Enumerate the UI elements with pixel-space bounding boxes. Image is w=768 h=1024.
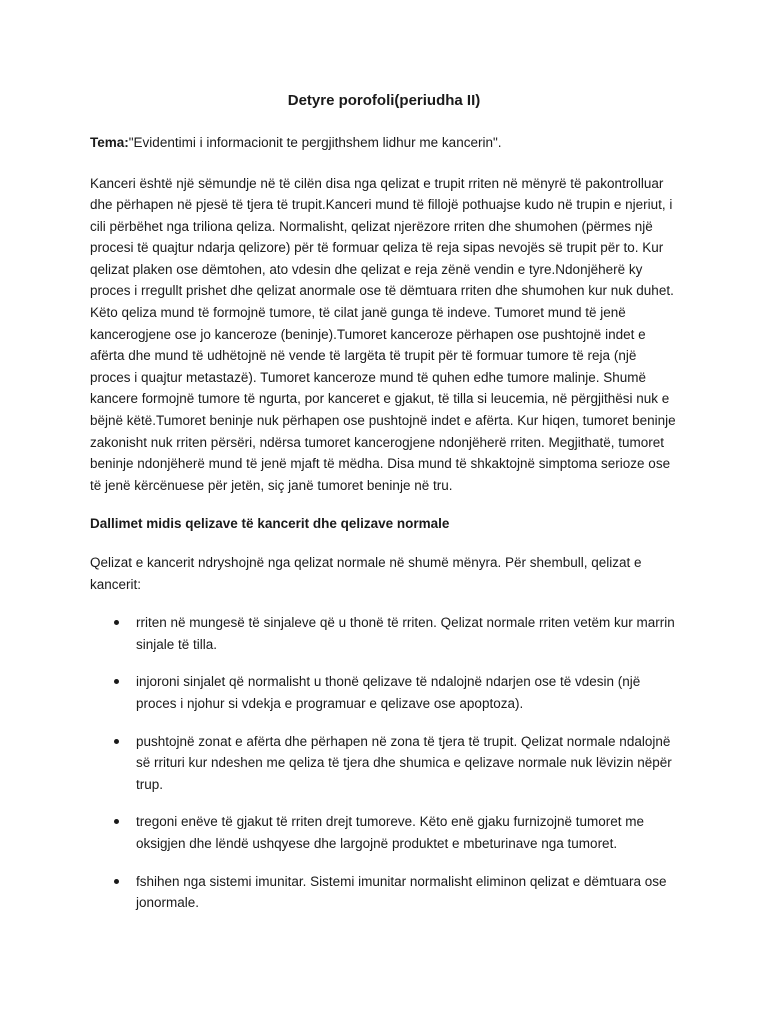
differences-bullet-list — [90, 612, 678, 914]
document-title: Detyre porofoli(periudha II) — [287, 92, 481, 109]
intro-paragraph: Kanceri është një sëmundje në të cilën disa nga qelizat e trupit rriten në mënyrë të pakontrolluar dhe përhapen në pjesë të tjera të trupit.Kanceri mund të fillojë pothuajse kudo në trupin e njeriut, i cili përbëhet nga triliona qeliza. Normalisht, qelizat njerëzore rriten dhe shumohen (përmes një procesi të quajtur ndarja qelizore) për të formuar qeliza të reja sipas nevojës së trupit për to. Kur qelizat plaken ose dëmtohen, ato vdesin dhe qelizat e reja zënë vendin e tyre.Ndonjëherë ky proces i rregullt prishet dhe qelizat anormale ose të dëmtuara rriten dhe shumohen kur nuk duhet. Këto qeliza mund të formojnë tumore, të cilat janë gunga të indeve. Tumoret mund të jenë kancerogjene ose jo kanceroze (beninje).Tumoret kanceroze përhapen ose pushtojnë indet e afërta dhe mund të udhëtojnë në vende të largëta të trupit për të formuar tumore të reja (një proces i quajtur metastazë). Tumoret kanceroze mund të quhen edhe tumore malinje. Shumë kancere formojnë tumore të ngurta, por kanceret e gjakut, të tilla si leucemia, në përgjithësi nuk e bëjnë këtë.Tumoret beninje nuk përhapen ose pushtojnë indet e afërta. Kur hiqen, tumoret beninje zakonisht nuk rriten përsëri, ndërsa tumoret kancerogjene ndonjëherë rriten. Megjithatë, tumoret beninje ndonjëherë mund të jenë mjaft të mëdha. Disa mund të shkaktojnë simptoma serioze ose të jenë kërcënuese për jetën, siç janë tumoret beninje në tru. — [90, 175, 676, 493]
bullet-text: pushtojnë zonat e afërta dhe përhapen në zona të tjera të trupit. Qelizat normale ndalojnë së rrituri kur ndeshen me qeliza të tjera dhe shumica e qelizave normale nuk lëvizin nëpër trup. — [136, 733, 672, 792]
topic-text: "Evidentimi i informacionit te pergjithshem lidhur me kancerin". — [128, 135, 502, 150]
section-heading: Dallimet midis qelizave të kancerit dhe qelizave normale — [90, 516, 450, 532]
bullet-icon — [114, 739, 119, 744]
bullet-icon — [114, 879, 119, 884]
bullet-item — [90, 871, 678, 914]
topic-label: Tema: — [90, 135, 129, 150]
section-intro-paragraph: Qelizat e kancerit ndryshojnë nga qelizat normale në shumë mënyra. Për shembull, qelizat e kancerit: — [90, 555, 642, 592]
bullet-text: injoroni sinjalet që normalisht u thonë qelizave të ndalojnë ndarjen ose të vdesin (një proces i njohur si vdekja e programuar e qelizave ose apoptoza). — [136, 674, 641, 711]
bullet-icon — [114, 819, 119, 824]
bullet-text: fshihen nga sistemi imunitar. Sistemi imunitar normalisht eliminon qelizat e dëmtuara ose jonormale. — [136, 873, 667, 911]
bullet-icon — [114, 620, 119, 625]
bullet-item — [90, 671, 678, 714]
topic-line — [90, 132, 678, 154]
bullet-item — [90, 612, 678, 655]
bullet-text: rriten në mungesë të sinjaleve që u thonë të rriten. Qelizat normale rriten vetëm kur marrin sinjale të tilla. — [136, 615, 675, 652]
bullet-text: tregoni enëve të gjakut të rriten drejt tumoreve. Këto enë gjaku furnizojnë tumoret me oksigjen dhe lëndë ushqyese dhe largojnë produktet e mbeturinave nga tumoret. — [136, 814, 645, 851]
bullet-item — [90, 811, 678, 854]
bullet-icon — [114, 679, 119, 684]
bullet-item — [90, 731, 678, 796]
